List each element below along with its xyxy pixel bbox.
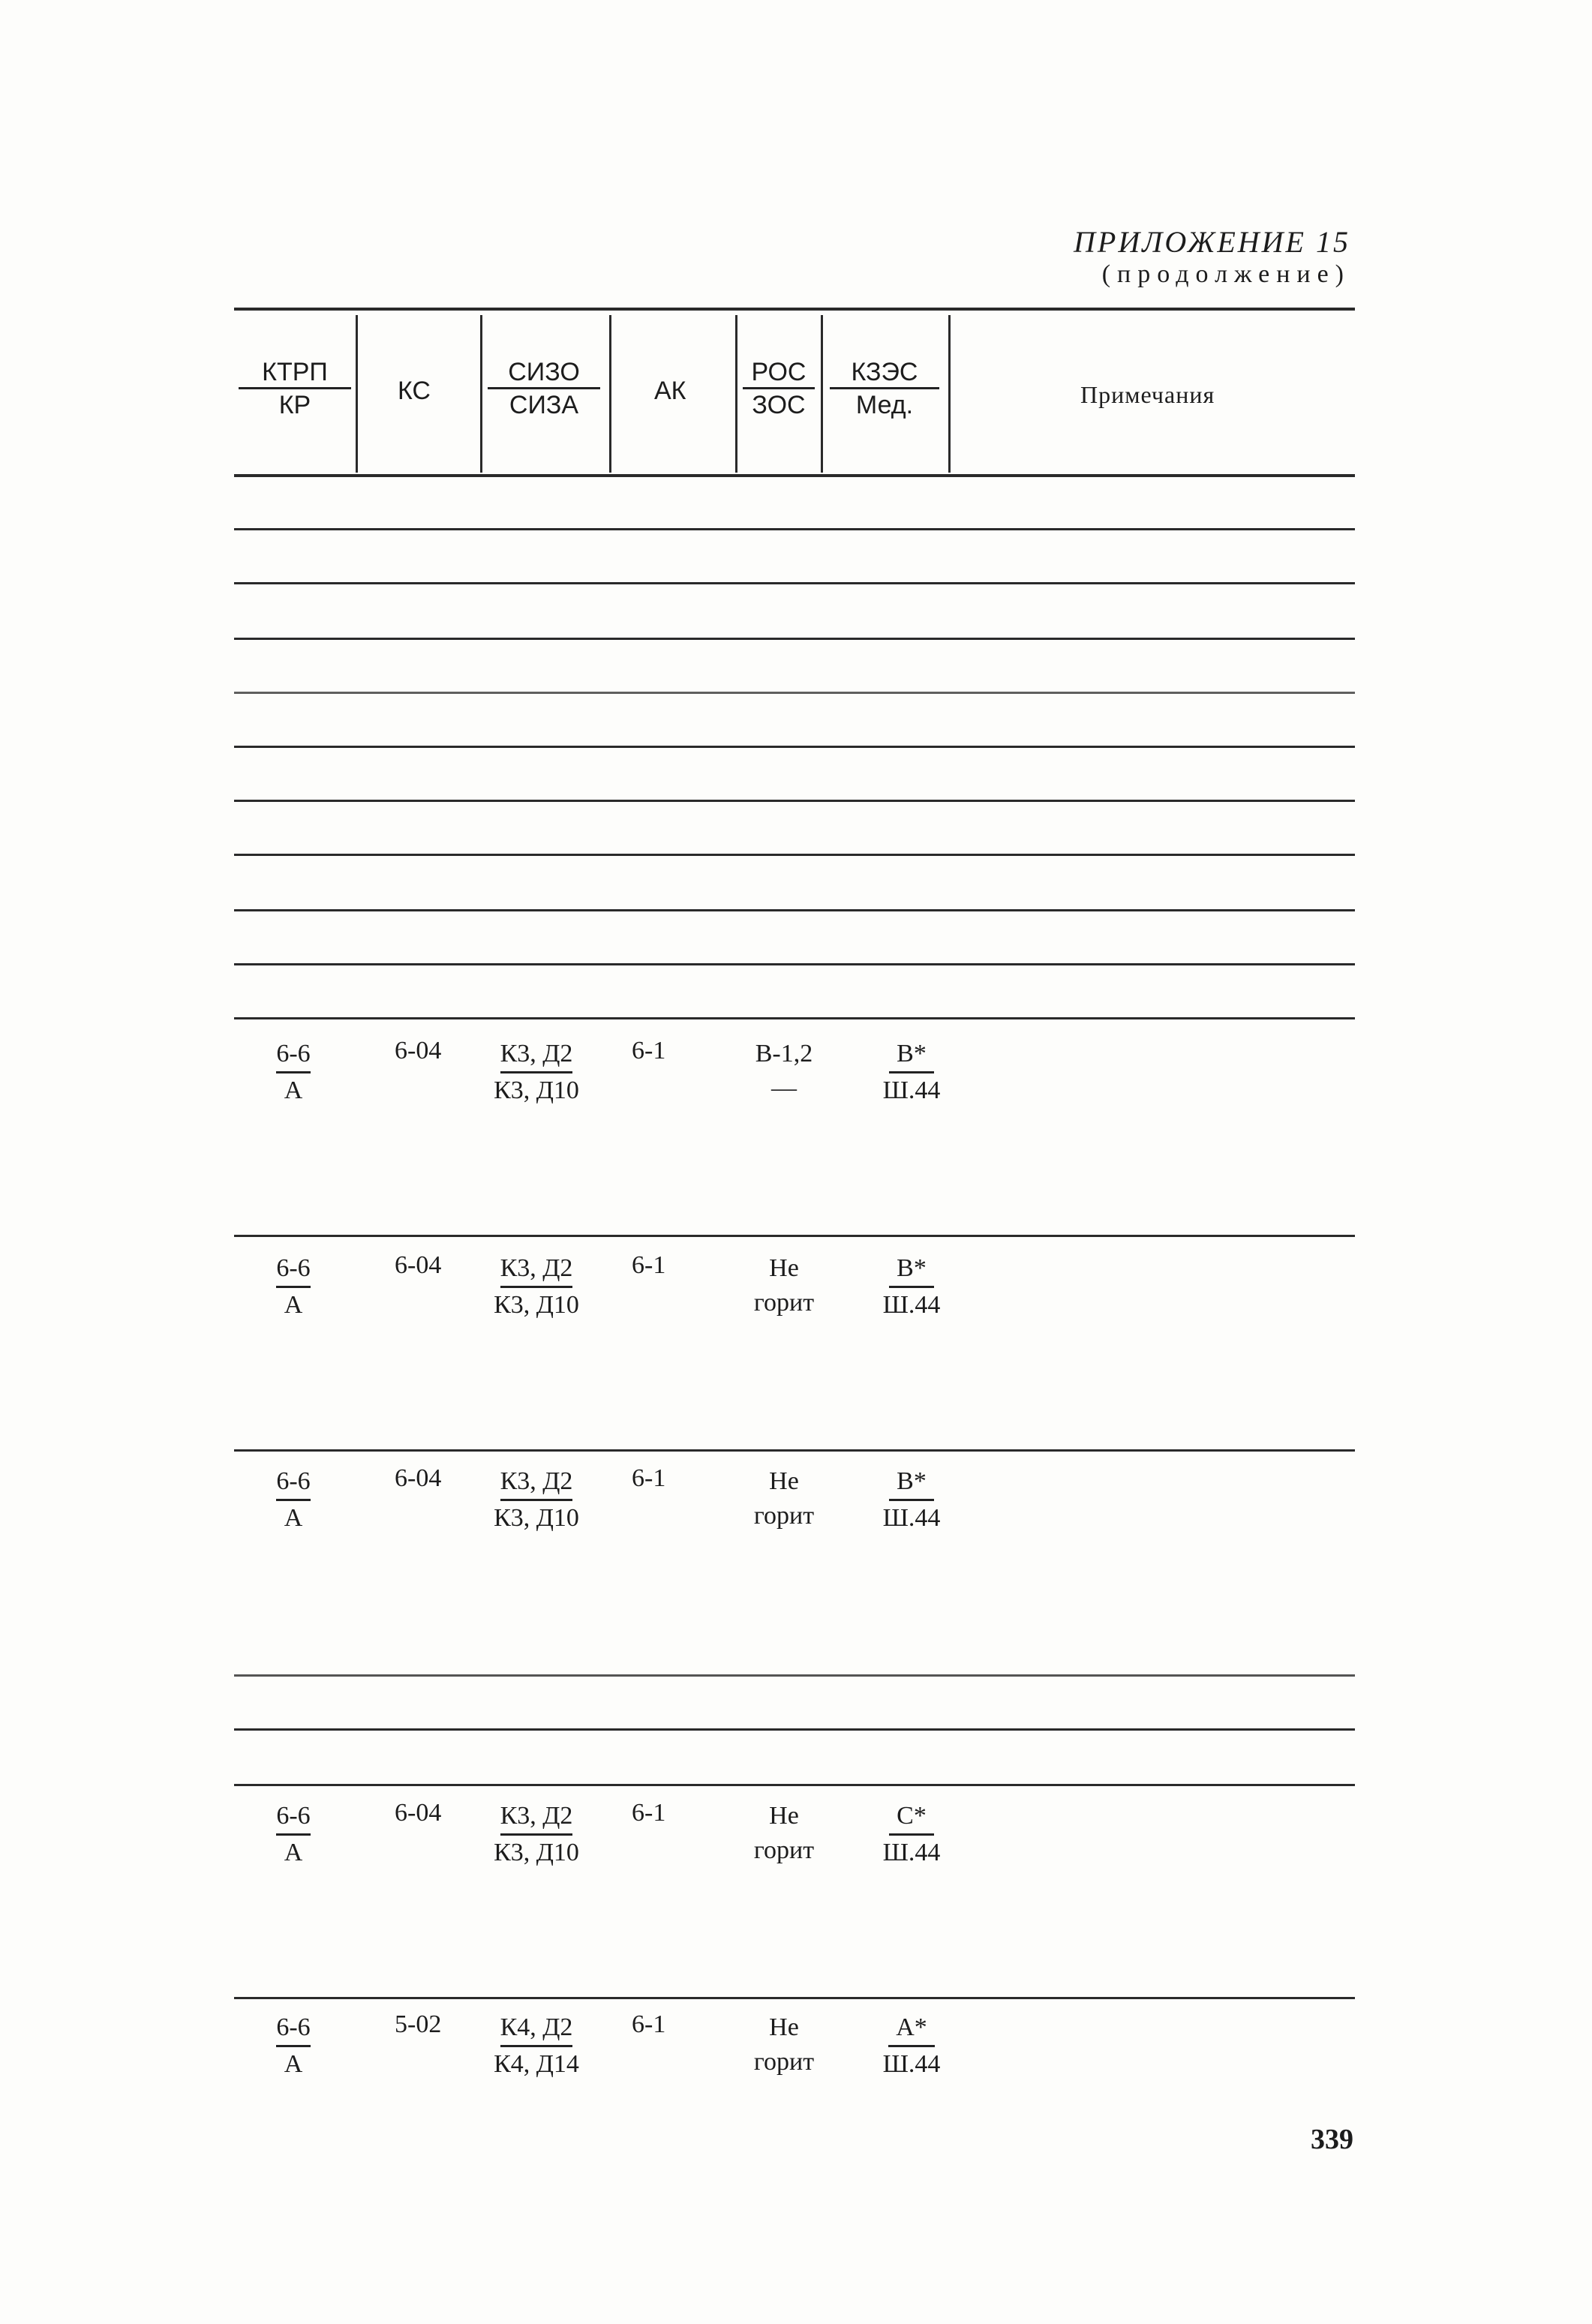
column-divider	[609, 315, 611, 473]
table-top-rule	[234, 308, 1355, 311]
cell-ktrp-num: 6-6	[276, 1799, 310, 1836]
header-ktrp	[239, 357, 351, 421]
column-divider	[948, 315, 951, 473]
cell-kzes-num: В*	[889, 1464, 934, 1501]
header-sizo	[488, 357, 600, 421]
cell-ktrp	[267, 1799, 320, 1870]
cell-kzes-num: В*	[889, 1251, 934, 1288]
cell-kzes	[870, 1037, 953, 1108]
cell-sizo-den: К3, Д10	[494, 1839, 579, 1866]
row-rule	[234, 1449, 1355, 1452]
cell-ktrp-num: 6-6	[276, 1251, 310, 1288]
cell-ros	[743, 1251, 825, 1320]
cell-ros	[743, 1464, 825, 1533]
cell-kzes	[870, 1251, 953, 1323]
cell-ak: 6-1	[632, 1037, 666, 1064]
cell-ks: 6-04	[395, 1799, 442, 1827]
header-kzes-den: Мед.	[855, 391, 914, 419]
cell-kzes	[870, 2010, 953, 2082]
cell-ktrp-den: А	[284, 1839, 303, 1866]
cell-ak: 6-1	[632, 1799, 666, 1827]
appendix-title: ПРИЛОЖЕНИЕ 15	[1074, 225, 1350, 259]
cell-kzes	[870, 1799, 953, 1870]
cell-ros-num: В-1,2	[755, 1040, 813, 1067]
cell-kzes-num: В*	[889, 1037, 934, 1073]
cell-ros-den: горит	[753, 1836, 815, 1864]
cell-ktrp-den: А	[284, 1291, 303, 1319]
cell-sizo-num: К3, Д2	[500, 1251, 573, 1288]
empty-rule	[234, 1017, 1355, 1019]
header-ktrp-den: КР	[278, 391, 311, 419]
cell-ros	[743, 1799, 825, 1868]
cell-kzes	[870, 1464, 953, 1536]
empty-rule	[234, 963, 1355, 965]
cell-ktrp	[267, 1464, 320, 1536]
cell-ktrp-den: А	[284, 2050, 303, 2078]
row-rule	[234, 1235, 1355, 1237]
cell-sizo-den: К3, Д10	[494, 1291, 579, 1319]
column-divider	[480, 315, 482, 473]
header-ktrp-num: КТРП	[262, 358, 328, 386]
empty-rule	[234, 582, 1355, 584]
cell-sizo-den: К3, Д10	[494, 1504, 579, 1532]
table-row	[0, 1799, 1592, 1874]
empty-rule	[234, 746, 1355, 748]
header-sizo-num: СИЗО	[508, 358, 580, 386]
cell-sizo	[480, 1799, 593, 1870]
header-ros	[743, 357, 815, 421]
cell-ks: 6-04	[395, 1251, 442, 1279]
table-row	[0, 1251, 1592, 1326]
cell-ros-den: горит	[753, 1502, 815, 1530]
cell-kzes-den: Ш.44	[882, 1291, 941, 1319]
row-rule	[234, 1728, 1355, 1731]
row-rule	[234, 1674, 1355, 1677]
page-header	[1074, 225, 1350, 290]
empty-rule	[234, 638, 1355, 640]
cell-ros-num: Не	[769, 2013, 799, 2041]
cell-ros-num: Не	[769, 1467, 799, 1495]
cell-ros-den: —	[771, 1074, 797, 1102]
appendix-subtitle: (продолжение)	[1101, 260, 1350, 288]
cell-sizo	[480, 1037, 593, 1108]
cell-ktrp-num: 6-6	[276, 2010, 310, 2047]
empty-rule	[234, 909, 1355, 911]
cell-ktrp-den: А	[284, 1076, 303, 1104]
cell-sizo	[480, 2010, 593, 2082]
cell-kzes-den: Ш.44	[882, 1504, 941, 1532]
row-rule	[234, 1997, 1355, 1999]
cell-ks: 5-02	[395, 2010, 442, 2038]
cell-ros-num: Не	[769, 1802, 799, 1830]
cell-ktrp	[267, 1037, 320, 1108]
cell-ros	[743, 1037, 825, 1106]
cell-ks: 6-04	[395, 1464, 442, 1492]
cell-ktrp	[267, 2010, 320, 2082]
cell-ktrp-num: 6-6	[276, 1464, 310, 1501]
cell-sizo-num: К3, Д2	[500, 1464, 573, 1501]
cell-kzes-num: С*	[889, 1799, 934, 1836]
cell-sizo-den: К3, Д10	[494, 1076, 579, 1104]
cell-ros-den: горит	[753, 2048, 815, 2076]
row-rule	[234, 1784, 1355, 1786]
cell-ktrp	[267, 1251, 320, 1323]
column-divider	[821, 315, 823, 473]
cell-ros-den: горит	[753, 1289, 815, 1317]
empty-rule	[234, 528, 1355, 530]
cell-ks: 6-04	[395, 1037, 442, 1064]
empty-rule	[234, 854, 1355, 856]
cell-kzes-den: Ш.44	[882, 1076, 941, 1104]
cell-sizo-num: К3, Д2	[500, 1037, 573, 1073]
header-kzes	[830, 357, 939, 421]
cell-ktrp-num: 6-6	[276, 1037, 310, 1073]
cell-ktrp-den: А	[284, 1504, 303, 1532]
cell-sizo-den: К4, Д14	[494, 2050, 579, 2078]
header-kzes-num: КЗЭС	[851, 358, 918, 386]
cell-kzes-den: Ш.44	[882, 2050, 941, 2078]
cell-ros-num: Не	[769, 1254, 799, 1282]
header-ros-den: ЗОС	[752, 391, 806, 419]
cell-sizo-num: К4, Д2	[500, 2010, 573, 2047]
cell-sizo-num: К3, Д2	[500, 1799, 573, 1836]
cell-ak: 6-1	[632, 1464, 666, 1492]
cell-ros	[743, 2010, 825, 2079]
page-number: 339	[1311, 2124, 1353, 2155]
table-row	[0, 1037, 1592, 1112]
column-divider	[356, 315, 358, 473]
header-notes: Примечания	[1080, 381, 1215, 408]
column-divider	[735, 315, 737, 473]
table-header-rule	[234, 474, 1355, 477]
table-row	[0, 1464, 1592, 1539]
cell-ak: 6-1	[632, 2010, 666, 2038]
cell-sizo	[480, 1251, 593, 1323]
cell-kzes-num: А*	[888, 2010, 935, 2047]
cell-ak: 6-1	[632, 1251, 666, 1279]
header-ks: КС	[398, 377, 431, 405]
header-ros-num: РОС	[751, 358, 807, 386]
cell-sizo	[480, 1464, 593, 1536]
header-sizo-den: СИЗА	[509, 391, 579, 419]
table-row	[0, 2010, 1592, 2085]
empty-rule	[234, 800, 1355, 802]
cell-kzes-den: Ш.44	[882, 1839, 941, 1866]
header-ak: АК	[654, 377, 686, 405]
empty-rule	[234, 692, 1355, 694]
